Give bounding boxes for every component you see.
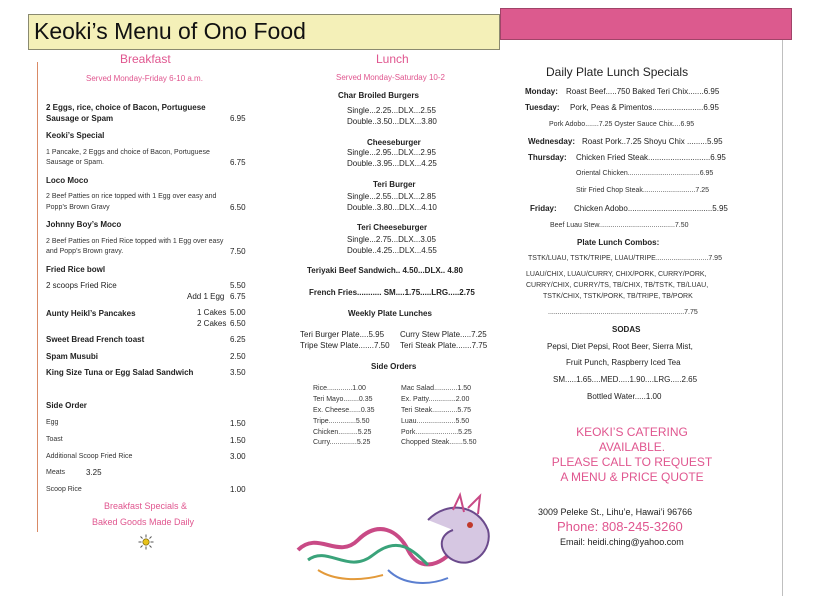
burger-price: Single...2.75...DLX...3.05 xyxy=(347,235,436,244)
burger-price: Single...2.95...DLX...2.95 xyxy=(347,148,436,157)
weekly-heading: Weekly Plate Lunches xyxy=(348,309,432,318)
special-day: Monday: xyxy=(525,87,558,96)
side-order-price: 1.50 xyxy=(230,419,246,428)
menu-item-name: Sweet Bread French toast xyxy=(46,335,145,344)
special-day: Thursday: xyxy=(528,153,567,162)
menu-item-desc: and Popp’s Brown gravy. xyxy=(46,248,124,255)
lunch-side: Luau....................5.50 xyxy=(401,418,470,425)
pink-banner xyxy=(500,8,792,40)
menu-item-option: Add 1 Egg xyxy=(187,292,225,301)
menu-item-name: Aunty Heikl’s Pancakes xyxy=(46,309,136,318)
burger-heading: Teri Cheeseburger xyxy=(357,223,428,232)
side-order-price: 1.50 xyxy=(230,436,246,445)
weekly-item: Tripe Stew Plate.......7.50 xyxy=(300,341,390,350)
lunch-heading: Lunch xyxy=(376,52,409,66)
side-order-item: Meats xyxy=(46,469,66,476)
special-text: Chicken Fried Steak............................6.95 xyxy=(576,153,726,162)
daily-specials-heading: Daily Plate Lunch Specials xyxy=(546,65,689,79)
soda-line: SM.....1.65....MED.....1.90....LRG.....2.65 xyxy=(553,375,698,384)
menu-item-price: 7.50 xyxy=(230,247,246,256)
burger-price: Double..3.50...DLX...3.80 xyxy=(347,117,437,126)
phone-number: Phone: 808-245-3260 xyxy=(557,519,683,534)
menu-item-price: 6.50 xyxy=(230,203,246,212)
menu-item-price: 5.50 xyxy=(230,281,246,290)
menu-item-desc: 2 Beef Patties on Fried Rice topped with 1 Egg over easy xyxy=(46,238,224,245)
menu-item-desc: Sausage or Spam. xyxy=(46,159,104,166)
burger-price: Double..3.95...DLX...4.25 xyxy=(347,159,437,168)
side-order-item: Toast xyxy=(46,436,63,443)
special-text: Pork Adobo.......7.25 Oyster Sauce Chix....6.95 xyxy=(549,121,695,128)
menu-item-price: 6.50 xyxy=(230,319,246,328)
combo-line: LUAU/CHIX, LUAU/CURRY, CHIX/PORK, CURRY/PORK, xyxy=(526,271,707,278)
left-divider xyxy=(37,62,38,532)
lunch-side: Teri Mayo........0.35 xyxy=(313,396,373,403)
catering-line: AVAILABLE. xyxy=(598,440,666,454)
combos-heading: Plate Lunch Combos: xyxy=(577,238,660,247)
right-divider xyxy=(782,40,783,596)
lunch-side: Pork......................5.25 xyxy=(401,429,472,436)
menu-item-name: Loco Moco xyxy=(46,176,89,185)
menu-item-price: 6.75 xyxy=(230,292,246,301)
catering-line: PLEASE CALL TO REQUEST xyxy=(551,455,713,469)
combo-line: CURRY/CHIX, CURRY/TS, TB/CHIX, TB/TSTK, TB/LUAU, xyxy=(526,282,709,289)
catering-line: A MENU & PRICE QUOTE xyxy=(560,470,704,484)
side-order-item: Additional Scoop Fried Rice xyxy=(46,453,133,460)
teriyaki-sandwich: Teriyaki Beef Sandwich.. 4.50...DLX.. 4.80 xyxy=(307,266,463,275)
breakfast-heading: Breakfast xyxy=(120,52,171,66)
menu-item-price: 6.25 xyxy=(230,335,246,344)
menu-item-name: Fried Rice bowl xyxy=(46,265,106,274)
menu-item-option: 2 Cakes xyxy=(197,319,227,328)
dragon-illustration xyxy=(288,490,503,590)
menu-item-name: Sausage or Spam xyxy=(46,114,114,123)
soda-line: Bottled Water.....1.00 xyxy=(587,392,662,401)
menu-item-desc: 2 Beef Patties on rice topped with 1 Egg over easy and xyxy=(46,193,217,200)
special-day: Friday: xyxy=(530,204,557,213)
lunch-side: Rice.............1.00 xyxy=(313,385,366,392)
burger-price: Single...2.25...DLX...2.55 xyxy=(347,106,436,115)
menu-item-price: 3.50 xyxy=(230,368,246,377)
catering-line: KEOKI’S CATERING xyxy=(576,425,688,439)
burger-heading: Char Broiled Burgers xyxy=(338,91,419,100)
burger-price: Single...2.55...DLX...2.85 xyxy=(347,192,436,201)
side-orders-heading: Side Orders xyxy=(371,362,417,371)
special-text: Stir Fried Chop Steak...........................7.25 xyxy=(576,187,710,194)
menu-item-price: 6.95 xyxy=(230,114,246,123)
lunch-hours: Served Monday-Saturday 10-2 xyxy=(336,73,445,82)
menu-item-option: 1 Cakes xyxy=(197,308,227,317)
menu-item-name: Johnny Boy’s Moco xyxy=(46,220,122,229)
weekly-item: Teri Burger Plate....5.95 xyxy=(300,330,385,339)
lunch-side: Ex. Cheese......0.35 xyxy=(313,407,375,414)
menu-item-option: 2 scoops Fried Rice xyxy=(46,281,117,290)
menu-item-name: 2 Eggs, rice, choice of Bacon, Portuguese xyxy=(46,103,206,112)
lunch-side: Tripe..............5.50 xyxy=(313,418,370,425)
side-order-price: 3.00 xyxy=(230,452,246,461)
soda-line: Fruit Punch, Raspberry Iced Tea xyxy=(566,358,681,367)
lunch-side: Chopped Steak.......5.50 xyxy=(401,439,477,446)
catering-notice xyxy=(517,425,747,485)
side-order-item: Scoop Rice xyxy=(46,486,82,493)
lunch-side: Chicken..........5.25 xyxy=(313,429,372,436)
weekly-item: Teri Steak Plate.......7.75 xyxy=(400,341,488,350)
breakfast-hours: Served Monday-Friday 6-10 a.m. xyxy=(86,74,203,83)
special-text: Pork, Peas & Pimentos.......................6.95 xyxy=(570,103,719,112)
lunch-side: Curry..............5.25 xyxy=(313,439,371,446)
menu-item-name: Keoki’s Special xyxy=(46,131,105,140)
combo-line: TSTK/LUAU, TSTK/TRIPE, LUAU/TRIPE...........................7.95 xyxy=(528,255,722,262)
combo-line: ......................................................................7.75 xyxy=(548,309,698,316)
special-text: Beef Luau Stew.......................................7.50 xyxy=(550,222,689,229)
special-text: Roast Pork..7.25 Shoyu Chix .........5.95 xyxy=(582,137,723,146)
menu-item-price: 6.75 xyxy=(230,158,246,167)
menu-item-desc: Popp’s Brown Gravy xyxy=(46,204,110,211)
page-title: Keoki’s Menu of Ono Food xyxy=(34,18,306,44)
breakfast-footer: Breakfast Specials & xyxy=(104,501,188,511)
menu-item-name: Spam Musubi xyxy=(46,352,99,361)
breakfast-footer: Baked Goods Made Daily xyxy=(92,517,195,527)
sodas-heading: SODAS xyxy=(612,325,641,334)
menu-item-price: 5.00 xyxy=(230,308,246,317)
burger-price: Double..4.25...DLX...4.55 xyxy=(347,246,437,255)
french-fries: French Fries........... SM....1.75.....LRG.....2.75 xyxy=(309,288,475,297)
burger-heading: Cheeseburger xyxy=(367,138,421,147)
menu-item-name: King Size Tuna or Egg Salad Sandwich xyxy=(46,368,194,377)
menu-item-desc: 1 Pancake, 2 Eggs and choice of Bacon, Portuguese xyxy=(46,149,210,156)
weekly-item: Curry Stew Plate.....7.25 xyxy=(400,330,487,339)
special-text: Roast Beef.....750 Baked Teri Chix.......6.95 xyxy=(566,87,720,96)
side-order-heading: Side Order xyxy=(46,401,87,410)
special-text: Oriental Chicken.....................................6.95 xyxy=(576,170,714,177)
soda-line: Pepsi, Diet Pepsi, Root Beer, Sierra Mist, xyxy=(547,342,693,351)
side-order-price: 1.00 xyxy=(230,485,246,494)
combo-line: TSTK/CHIX, TSTK/PORK, TB/TRIPE, TB/PORK xyxy=(543,293,693,300)
lunch-side: Teri Steak.............5.75 xyxy=(401,407,472,414)
address: 3009 Peleke St., Lihu’e, Hawai’i 96766 xyxy=(538,507,693,517)
burger-heading: Teri Burger xyxy=(373,180,416,189)
side-order-price: 3.25 xyxy=(86,468,102,477)
lunch-side: Mac Salad............1.50 xyxy=(401,385,472,392)
menu-item-price: 2.50 xyxy=(230,352,246,361)
sun-icon xyxy=(138,534,154,550)
special-day: Tuesday: xyxy=(525,103,560,112)
side-order-item: Egg xyxy=(46,419,59,426)
email-address: Email: heidi.ching@yahoo.com xyxy=(560,537,684,547)
lunch-side: Ex. Patty..............2.00 xyxy=(401,396,470,403)
special-text: Chicken Adobo......................................5.95 xyxy=(574,204,728,213)
burger-price: Double..3.80...DLX...4.10 xyxy=(347,203,437,212)
special-day: Wednesday: xyxy=(528,137,575,146)
